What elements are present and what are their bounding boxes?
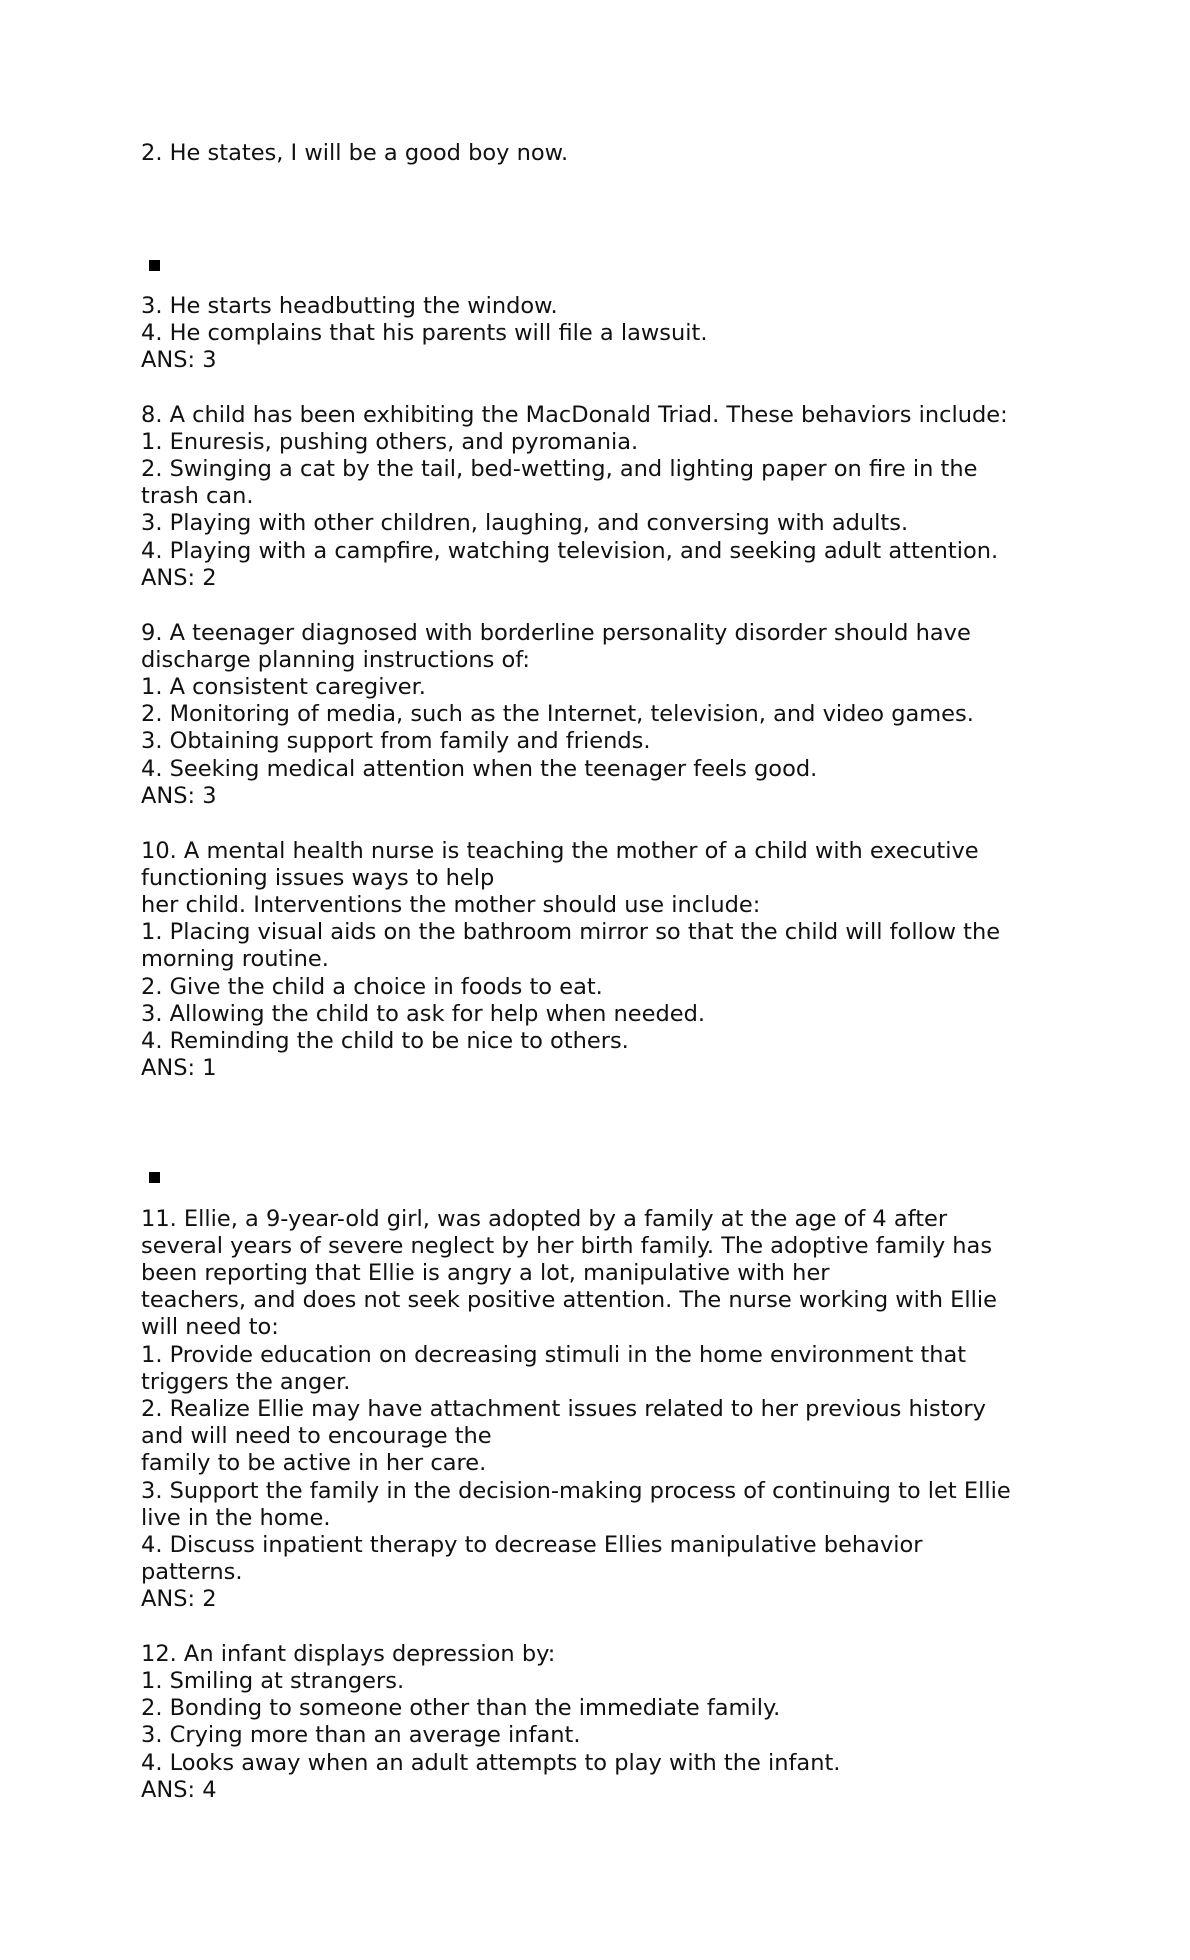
text-line: several years of severe neglect by her birth family. The adoptive family has (141, 1233, 993, 1259)
text-line: 4. Reminding the child to be nice to others. (141, 1028, 629, 1054)
text-line: 3. Support the family in the decision-making process of continuing to let Ellie (141, 1478, 1011, 1504)
text-line: 3. Obtaining support from family and friends. (141, 728, 651, 754)
question-stem: 9. A teenager diagnosed with borderline personality disorder should have (141, 620, 971, 646)
text-line: 2. Swinging a cat by the tail, bed-wetting, and lighting paper on fire in the (141, 456, 978, 482)
question-stem: 8. A child has been exhibiting the MacDonald Triad. These behaviors include: (141, 402, 1008, 428)
text-line: 2. He states, I will be a good boy now. (141, 140, 569, 166)
text-line: 3. Crying more than an average infant. (141, 1722, 581, 1748)
question-stem: 10. A mental health nurse is teaching the mother of a child with executive (141, 838, 979, 864)
text-line: teachers, and does not seek positive attention. The nurse working with Ellie (141, 1287, 997, 1313)
question-stem: 11. Ellie, a 9-year-old girl, was adopted by a family at the age of 4 after (141, 1206, 948, 1232)
text-line: 4. Discuss inpatient therapy to decrease Ellies manipulative behavior (141, 1532, 923, 1558)
text-line: 2. Bonding to someone other than the immediate family. (141, 1695, 781, 1721)
bullet-marker (149, 260, 160, 271)
text-line: 3. He starts headbutting the window. (141, 293, 558, 319)
answer-line: ANS: 1 (141, 1055, 217, 1081)
text-line: discharge planning instructions of: (141, 647, 530, 673)
text-line: been reporting that Ellie is angry a lot, manipulative with her (141, 1260, 830, 1286)
answer-line: ANS: 2 (141, 565, 217, 591)
text-line: and will need to encourage the (141, 1423, 492, 1449)
text-line: 1. Provide education on decreasing stimuli in the home environment that (141, 1342, 967, 1368)
text-line: 2. Realize Ellie may have attachment issues related to her previous history (141, 1396, 986, 1422)
text-line: 4. He complains that his parents will file a lawsuit. (141, 320, 708, 346)
text-line: 2. Monitoring of media, such as the Internet, television, and video games. (141, 701, 974, 727)
text-line: functioning issues ways to help (141, 865, 495, 891)
text-line: 2. Give the child a choice in foods to eat. (141, 974, 603, 1000)
text-line: 1. Enuresis, pushing others, and pyromania. (141, 429, 639, 455)
text-line: 1. Placing visual aids on the bathroom mirror so that the child will follow the (141, 919, 1001, 945)
text-line: 3. Playing with other children, laughing, and conversing with adults. (141, 510, 909, 536)
text-line: triggers the anger. (141, 1369, 351, 1395)
answer-line: ANS: 3 (141, 783, 217, 809)
text-line: will need to: (141, 1314, 279, 1340)
text-line: family to be active in her care. (141, 1450, 487, 1476)
answer-line: ANS: 3 (141, 347, 217, 373)
answer-line: ANS: 4 (141, 1777, 217, 1803)
text-line: 1. A consistent caregiver. (141, 674, 426, 700)
text-line: 3. Allowing the child to ask for help when needed. (141, 1001, 706, 1027)
question-stem: 12. An infant displays depression by: (141, 1641, 556, 1667)
text-line: morning routine. (141, 946, 329, 972)
text-line: trash can. (141, 483, 254, 509)
text-line: 4. Looks away when an adult attempts to play with the infant. (141, 1750, 841, 1776)
bullet-marker (149, 1172, 160, 1183)
text-line: her child. Interventions the mother should use include: (141, 892, 761, 918)
text-line: patterns. (141, 1559, 243, 1585)
text-line: 1. Smiling at strangers. (141, 1668, 405, 1694)
answer-line: ANS: 2 (141, 1586, 217, 1612)
text-line: 4. Playing with a campfire, watching television, and seeking adult attention. (141, 538, 999, 564)
text-line: 4. Seeking medical attention when the teenager feels good. (141, 756, 818, 782)
text-line: live in the home. (141, 1505, 331, 1531)
